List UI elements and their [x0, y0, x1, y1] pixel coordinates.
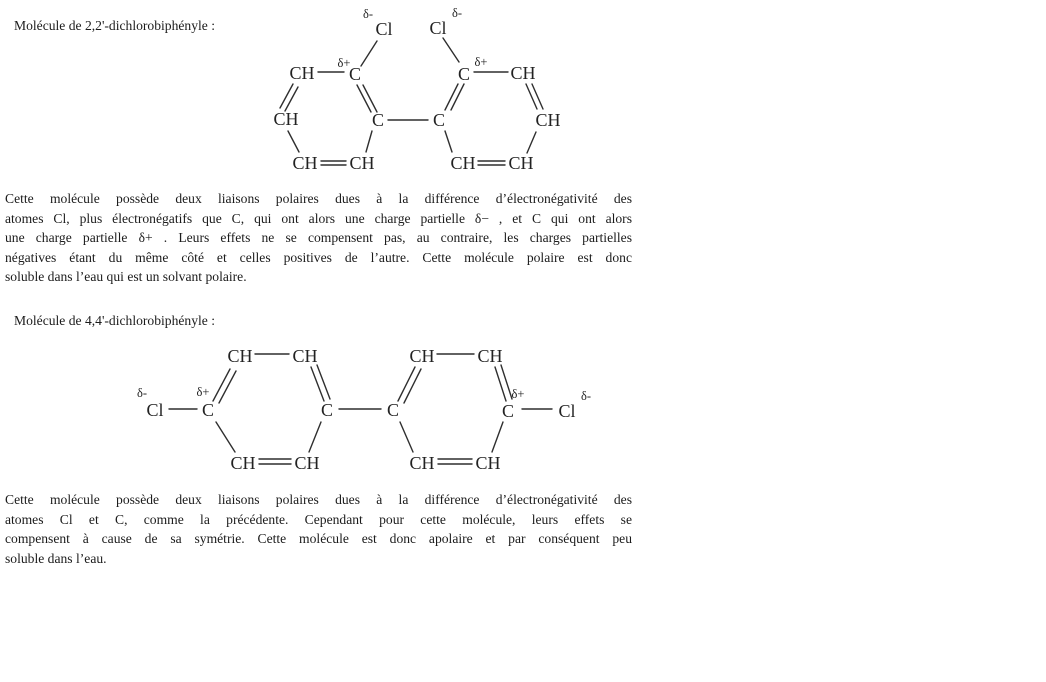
- paragraph-line: compensent à cause de sa symétrie. Cette molécule est donc apolaire et par conséquent peu: [5, 531, 632, 546]
- atom-label-cl: Cl: [558, 401, 576, 421]
- molecule1-title: Molécule de 2,2'-dichlorobiphényle :: [14, 18, 216, 33]
- atom-label-ch: CH: [292, 153, 318, 173]
- atom-label-ch: CH: [273, 109, 299, 129]
- delta-plus-label: δ+: [196, 385, 210, 399]
- paragraph-line: atomes Cl, plus électronégatifs que C, qui ont alors une charge partielle δ− , et C qui ont alors: [5, 210, 632, 226]
- paragraph-line: Cette molécule possède deux liaisons polaires dues à la différence d’électronégativité des: [5, 492, 632, 507]
- atom-label-c: C: [320, 400, 334, 420]
- atom-label-ch: CH: [294, 453, 320, 473]
- molecule2-explanation: [5, 490, 632, 568]
- atom-label-cl: Cl: [375, 19, 393, 39]
- atom-label-ch: CH: [227, 346, 253, 366]
- molecule1-structure: [260, 0, 580, 185]
- atom-label-ch: CH: [510, 63, 536, 83]
- delta-minus-label: δ-: [580, 389, 592, 403]
- molecule2-title: Molécule de 4,4'-dichlorobiphényle :: [14, 313, 216, 328]
- delta-minus-label: δ-: [451, 6, 463, 20]
- atom-label-c: C: [371, 110, 385, 130]
- bonds-double: [280, 84, 543, 165]
- atom-label-c: C: [386, 400, 400, 420]
- atom-label-ch: CH: [535, 110, 561, 130]
- atom-label-c: C: [457, 64, 471, 84]
- atom-label-c: C: [201, 400, 215, 420]
- paragraph-line: soluble dans l’eau.: [5, 550, 107, 566]
- delta-minus-label: δ-: [136, 386, 148, 400]
- atom-label-ch: CH: [409, 453, 435, 473]
- atom-label-ch: CH: [230, 453, 256, 473]
- atom-label-ch: CH: [349, 153, 375, 173]
- atom-label-ch: CH: [477, 346, 503, 366]
- atom-label-c: C: [501, 401, 515, 421]
- atom-label-ch: CH: [409, 346, 435, 366]
- molecule2-structure: [125, 340, 605, 480]
- delta-plus-label: δ+: [337, 56, 351, 70]
- atom-label-ch: CH: [450, 153, 476, 173]
- atom-label-ch: CH: [475, 453, 501, 473]
- structure-diagram-4-4-dichlorobiphenyle: [125, 340, 605, 475]
- atom-labels: [273, 6, 560, 173]
- bonds-single: [169, 354, 552, 452]
- delta-plus-label: δ+: [474, 55, 488, 69]
- paragraph-line: atomes Cl et C, comme la précédente. Cependant pour cette molécule, leurs effets se: [5, 511, 632, 527]
- bonds-single: [288, 38, 536, 153]
- atom-label-cl: Cl: [146, 400, 164, 420]
- paragraph-line: négatives étant du même côté et celles positives de l’autre. Cette molécule polaire est donc: [5, 249, 632, 265]
- paragraph-line: soluble dans l’eau qui est un solvant polaire.: [5, 269, 247, 284]
- delta-plus-label: δ+: [511, 387, 525, 401]
- structure-diagram-2-2-dichlorobiphenyle: [260, 0, 580, 180]
- atom-label-ch: CH: [289, 63, 315, 83]
- atom-label-c: C: [432, 110, 446, 130]
- atom-label-ch: CH: [292, 346, 318, 366]
- molecule1-explanation: [5, 189, 632, 287]
- atom-label-cl: Cl: [429, 18, 447, 38]
- bonds-double: [213, 365, 515, 464]
- atom-label-ch: CH: [508, 153, 534, 173]
- atom-label-c: C: [348, 64, 362, 84]
- paragraph-line: une charge partielle δ+ . Leurs effets ne se compensent pas, au contraire, les charges partielles: [5, 230, 632, 245]
- delta-minus-label: δ-: [362, 7, 374, 21]
- paragraph-line: Cette molécule possède deux liaisons polaires dues à la différence d’électronégativité des: [5, 191, 632, 206]
